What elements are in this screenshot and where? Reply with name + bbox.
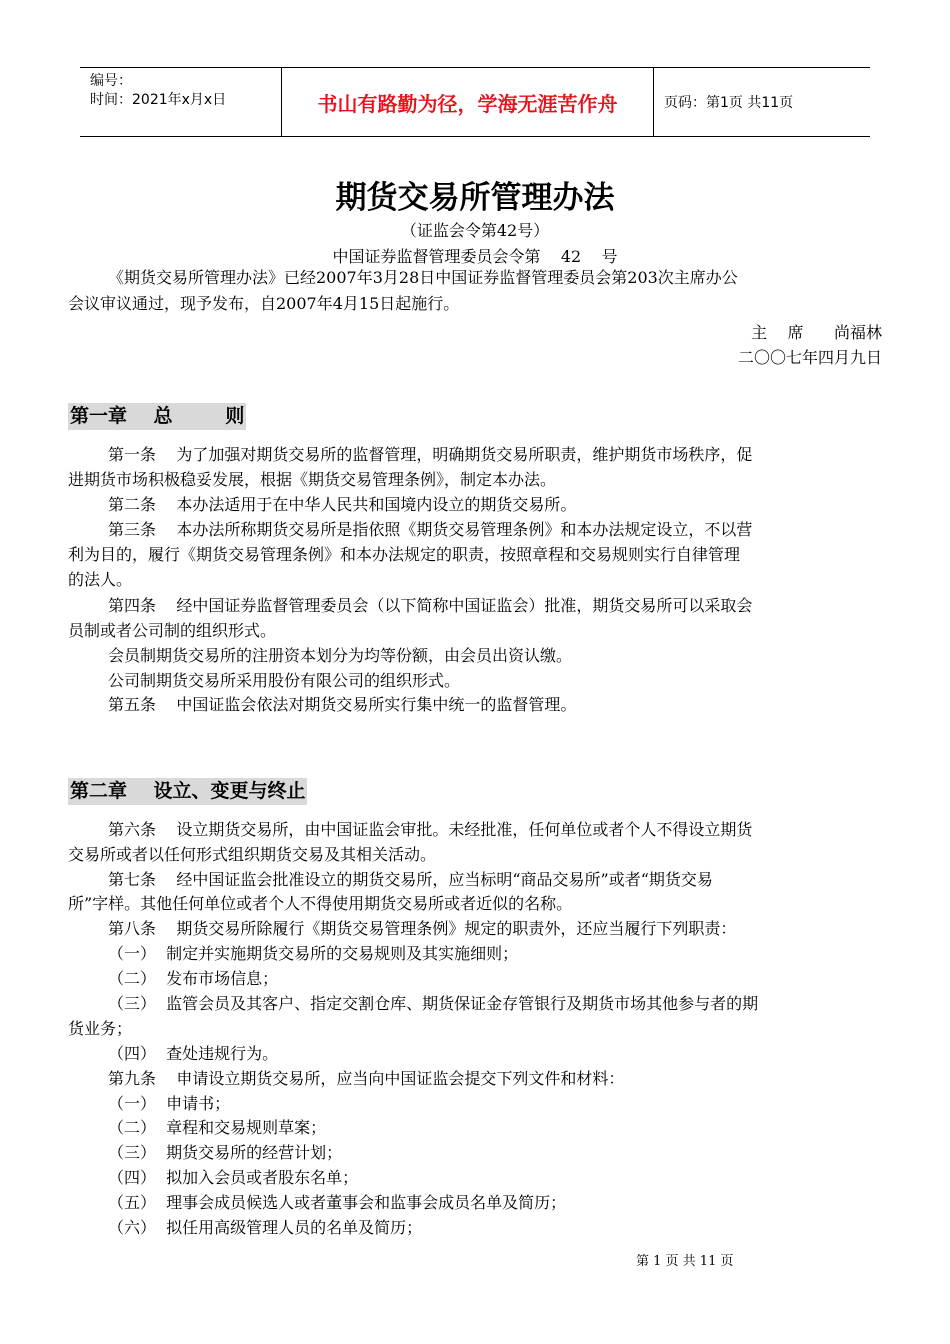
chapter-2-heading: 第二章 设立、变更与终止 (68, 778, 307, 805)
article-2: 第二条 本办法适用于在中华人民共和国境内设立的期货交易所。 (108, 495, 577, 514)
article-4-paragraph-3: 公司制期货交易所采用股份有限公司的组织形式。 (108, 671, 461, 690)
article-7-line-1: 第七条 经中国证监会批准设立的期货交易所，应当标明“商品交易所”或者“期货交易 (108, 870, 713, 889)
article-6-line-1: 第六条 设立期货交易所，由中国证监会审批。未经批准，任何单位或者个人不得设立期货 (108, 820, 753, 839)
article-8-item-4: （四） 查处违规行为。 (108, 1044, 279, 1063)
sign-date: 二〇〇七年四月九日 (737, 348, 882, 367)
article-5: 第五条 中国证监会依法对期货交易所实行集中统一的监督管理。 (108, 695, 577, 714)
article-8-item-3-line-1: （三） 监管会员及其客户、指定交割仓库、期货保证金存管银行及期货市场其他参与者的期 (108, 994, 759, 1013)
intro-line-1: 《期货交易所管理办法》已经2007年3月28日中国证券监督管理委员会第203次主席办公 (108, 268, 738, 287)
article-8-item-2: （二） 发布市场信息； (108, 969, 279, 988)
article-3-line-3: 的法人。 (68, 570, 133, 589)
document-title: 期货交易所管理办法 (335, 180, 615, 216)
article-9-item-4: （四） 拟加入会员或者股东名单； (108, 1168, 359, 1187)
header-table (80, 67, 870, 137)
article-6-line-2: 交易所或者以任何形式组织期货交易及其相关活动。 (68, 845, 437, 864)
page-footer: 第 1 页 共 11 页 (636, 1254, 734, 1269)
signer: 主 席 尚福林 (751, 323, 882, 342)
article-4-paragraph-2: 会员制期货交易所的注册资本划分为均等份额，由会员出资认缴。 (108, 646, 573, 665)
article-1-line-2: 进期货市场积极稳妥发展，根据《期货交易管理条例》，制定本办法。 (68, 470, 557, 489)
article-8: 第八条 期货交易所除履行《期货交易管理条例》规定的职责外，还应当履行下列职责： (108, 919, 737, 938)
article-9-item-6: （六） 拟任用高级管理人员的名单及简历； (108, 1218, 423, 1237)
article-7-line-2: 所”字样。其他任何单位或者个人不得使用期货交易所或者近似的名称。 (68, 894, 573, 913)
time-label: 时间：2021年x月x日 (90, 92, 227, 108)
article-4-line-2: 员制或者公司制的组织形式。 (68, 621, 277, 640)
article-9-item-2: （二） 章程和交易规则草案； (108, 1118, 327, 1137)
article-3-line-2: 利为目的，履行《期货交易管理条例》和本办法规定的职责，按照章程和交易规则实行自律管理 (68, 545, 741, 564)
article-3-line-1: 第三条 本办法所称期货交易所是指依照《期货交易管理条例》和本办法规定设立，不以营 (108, 520, 753, 539)
article-4-line-1: 第四条 经中国证券监督管理委员会（以下简称中国证监会）批准，期货交易所可以采取会 (108, 596, 753, 615)
intro-line-2: 会议审议通过，现予发布，自2007年4月15日起施行。 (68, 294, 460, 313)
order-line: 中国证券监督管理委员会令第 42 号 (332, 247, 618, 266)
article-8-item-3-line-2: 货业务； (68, 1019, 133, 1038)
motto: 书山有路勤为径，学海无涯苦作舟 (282, 68, 654, 136)
document-subtitle: （证监会令第42号） (400, 221, 550, 240)
article-9-item-5: （五） 理事会成员候选人或者董事会和监事会成员名单及简历； (108, 1193, 567, 1212)
header-page-info: 页码：第1页 共11页 (664, 95, 794, 111)
header-meta (80, 68, 282, 136)
article-1-line-1: 第一条 为了加强对期货交易所的监督管理，明确期货交易所职责，维护期货市场秩序，促 (108, 445, 753, 464)
article-9-item-3: （三） 期货交易所的经营计划； (108, 1143, 343, 1162)
chapter-1-heading: 第一章 总 则 (68, 403, 246, 430)
article-9-item-1: （一） 申请书； (108, 1094, 231, 1113)
number-label: 编号： (90, 73, 132, 89)
article-8-item-1: （一） 制定并实施期货交易所的交易规则及其实施细则； (108, 944, 519, 963)
article-9: 第九条 申请设立期货交易所，应当向中国证监会提交下列文件和材料： (108, 1069, 625, 1088)
